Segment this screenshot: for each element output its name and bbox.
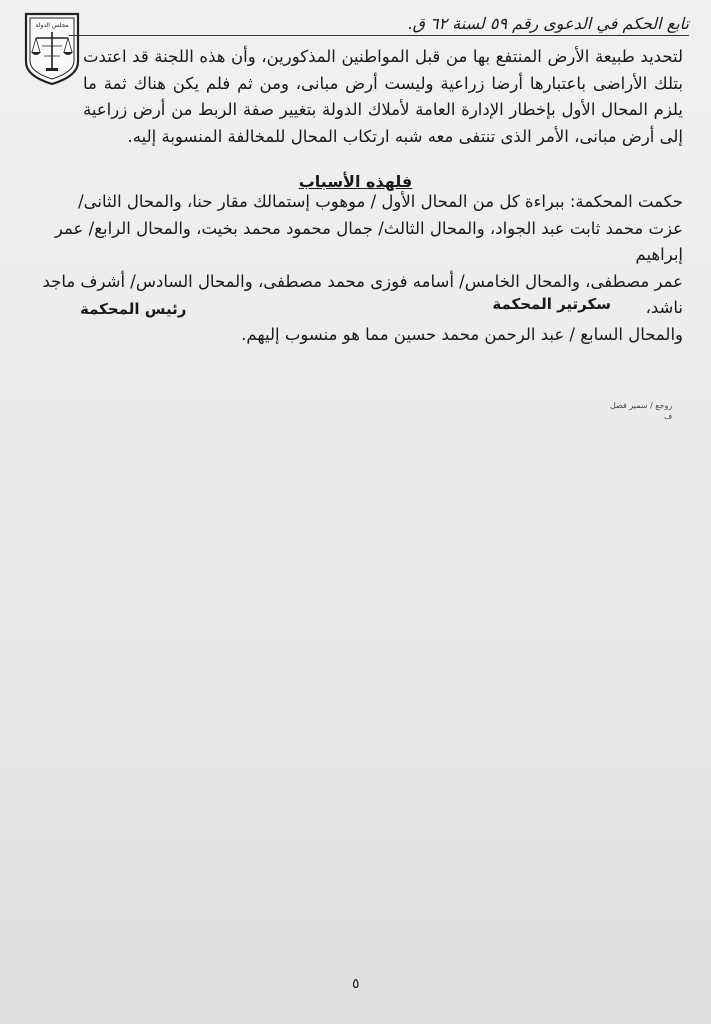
court-secretary-signature: سكرتير المحكمة <box>492 295 611 313</box>
verdict-line: عمر مصطفى، والمحال الخامس/ أسامه فوزى محمد مصطفى، والمحال السادس/ أشرف ماجد ناشد، <box>42 271 683 317</box>
verdict-section <box>23 189 683 348</box>
reviewer-name: روجع / سمير فضل <box>610 401 673 410</box>
reviewer-note <box>610 400 672 422</box>
judgment-body <box>83 44 683 150</box>
verdict-line: عزت محمد ثابت عبد الجواد، والمحال الثالث/ جمال محمود محمد بخيت، والمحال الرابع/ عمر إبراهيم <box>54 218 683 264</box>
section-heading: فلهذه الأسباب <box>298 172 413 191</box>
reviewer-initial: ف <box>663 412 673 421</box>
verdict-line: والمحال السابع / عبد الرحمن محمد حسين مما هو منسوب إليهم. <box>241 324 683 344</box>
court-president-signature: رئيس المحكمة <box>80 300 187 318</box>
verdict-line: حكمت المحكمة: ببراءة كل من المحال الأول / موهوب إستمالك مقار حنا، والمحال الثانى/ <box>78 192 683 211</box>
continuation-header: تابع الحكم في الدعوى رقم ٥٩ لسنة ٦٢ ق. <box>69 14 689 36</box>
seal-text: مجلس الدولة <box>35 22 69 29</box>
reasoning-paragraph: لتحديد طبيعة الأرض المنتفع بها من قبل المواطنين المذكورين، وأن هذه اللجنة قد اعتدت بتلك الأراضى باعتبارها أرضا زراعية وليست أرض مبانى، ومن ثم فلم يكن هناك ثمة ما يلزم المحال الأول بإخطار الإدارة العامة لأملاك الدولة بتغيير صفة الربط من أرض زراعية إلى أرض مبانى، الأمر الذى تنتفى معه شبه ارتكاب المحال للمخالفة المنسوبة إليه. <box>83 47 683 146</box>
page-number: ٥ <box>352 976 360 992</box>
